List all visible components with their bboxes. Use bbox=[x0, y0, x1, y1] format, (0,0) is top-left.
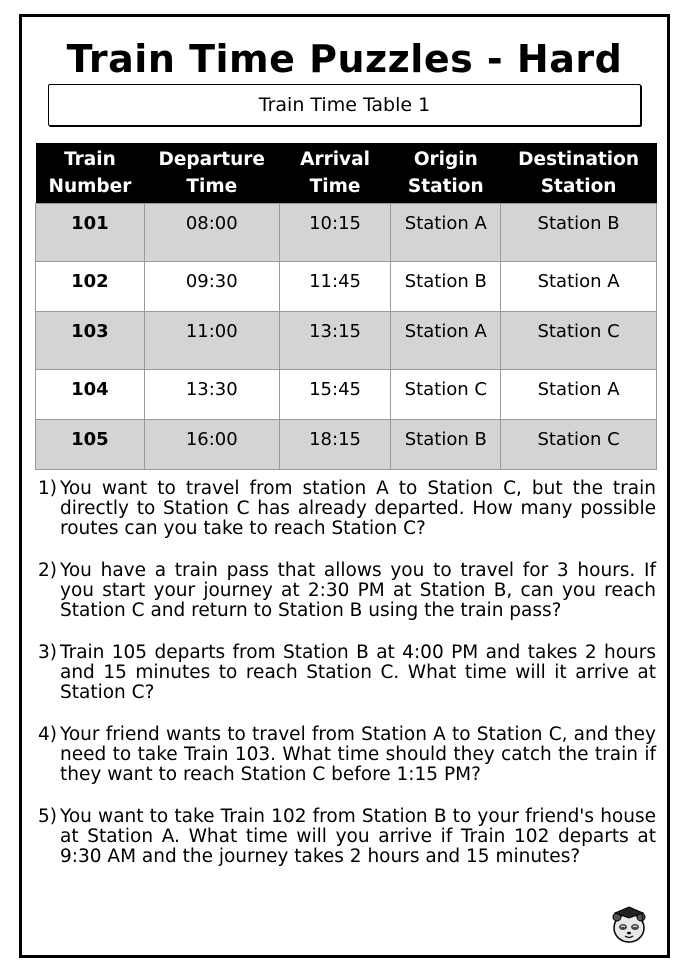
arrival-cell: 10:15 bbox=[279, 203, 391, 261]
question-item bbox=[38, 807, 656, 867]
question-item bbox=[38, 643, 656, 703]
destination-cell: Station C bbox=[501, 311, 657, 369]
question-text: You want to travel from station A to Station C, but the train directly to Station C has already departed. How many possible routes can you take to reach Station C? bbox=[60, 478, 656, 539]
question-number: 3) bbox=[38, 642, 57, 663]
header-arrival-time: Arrival Time bbox=[279, 143, 391, 203]
question-item bbox=[38, 561, 656, 621]
table-row bbox=[36, 203, 657, 261]
arrival-cell: 18:15 bbox=[279, 419, 391, 469]
departure-cell: 16:00 bbox=[144, 419, 279, 469]
departure-cell: 08:00 bbox=[144, 203, 279, 261]
header-origin-station: Origin Station bbox=[391, 143, 501, 203]
train-number-cell: 105 bbox=[36, 419, 145, 469]
destination-cell: Station C bbox=[501, 419, 657, 469]
origin-cell: Station A bbox=[391, 311, 501, 369]
page-title: Train Time Puzzles - Hard bbox=[66, 37, 623, 81]
table-row bbox=[36, 369, 657, 419]
header-departure-time: Departure Time bbox=[144, 143, 279, 203]
train-number-cell: 102 bbox=[36, 261, 145, 311]
question-number: 5) bbox=[38, 806, 57, 827]
train-number-cell: 103 bbox=[36, 311, 145, 369]
question-text: You want to take Train 102 from Station B to your friend's house at Station A. What time will you arrive if Train 102 departs at 9:30 AM and the journey takes 2 hours and 15 minutes? bbox=[60, 806, 656, 867]
table-row bbox=[36, 419, 657, 469]
table-row bbox=[36, 261, 657, 311]
question-text: Your friend wants to travel from Station A to Station C, and they need to take Train 103. What time should they catch the train if they want to reach Station C before 1:15 PM? bbox=[60, 724, 656, 785]
table-caption: Train Time Table 1 bbox=[258, 94, 431, 116]
question-number: 4) bbox=[38, 724, 57, 745]
question-number: 1) bbox=[38, 478, 57, 499]
header-destination-station: Destination Station bbox=[501, 143, 657, 203]
arrival-cell: 15:45 bbox=[279, 369, 391, 419]
question-text: You have a train pass that allows you to travel for 3 hours. If you start your journey at 2:30 PM at Station B, can you reach Station C and return to Station B using the train pass? bbox=[60, 560, 656, 621]
graduate-panda-icon bbox=[609, 904, 649, 944]
origin-cell: Station B bbox=[391, 261, 501, 311]
destination-cell: Station A bbox=[501, 369, 657, 419]
question-text: Train 105 departs from Station B at 4:00 PM and takes 2 hours and 15 minutes to reach Station C. What time will it arrive at Station C? bbox=[60, 642, 656, 703]
arrival-cell: 11:45 bbox=[279, 261, 391, 311]
origin-cell: Station A bbox=[391, 203, 501, 261]
question-item bbox=[38, 479, 656, 539]
destination-cell: Station B bbox=[501, 203, 657, 261]
train-number-cell: 104 bbox=[36, 369, 145, 419]
destination-cell: Station A bbox=[501, 261, 657, 311]
departure-cell: 09:30 bbox=[144, 261, 279, 311]
departure-cell: 13:30 bbox=[144, 369, 279, 419]
header-train-number: Train Number bbox=[36, 143, 145, 203]
origin-cell: Station B bbox=[391, 419, 501, 469]
train-number-cell: 101 bbox=[36, 203, 145, 261]
table-row bbox=[36, 311, 657, 369]
worksheet bbox=[19, 14, 670, 958]
table-caption-box bbox=[48, 84, 641, 126]
question-item bbox=[38, 725, 656, 785]
table-header-row bbox=[36, 143, 657, 203]
departure-cell: 11:00 bbox=[144, 311, 279, 369]
question-list bbox=[38, 479, 656, 889]
arrival-cell: 13:15 bbox=[279, 311, 391, 369]
question-number: 2) bbox=[38, 560, 57, 581]
origin-cell: Station C bbox=[391, 369, 501, 419]
train-timetable bbox=[35, 143, 657, 470]
